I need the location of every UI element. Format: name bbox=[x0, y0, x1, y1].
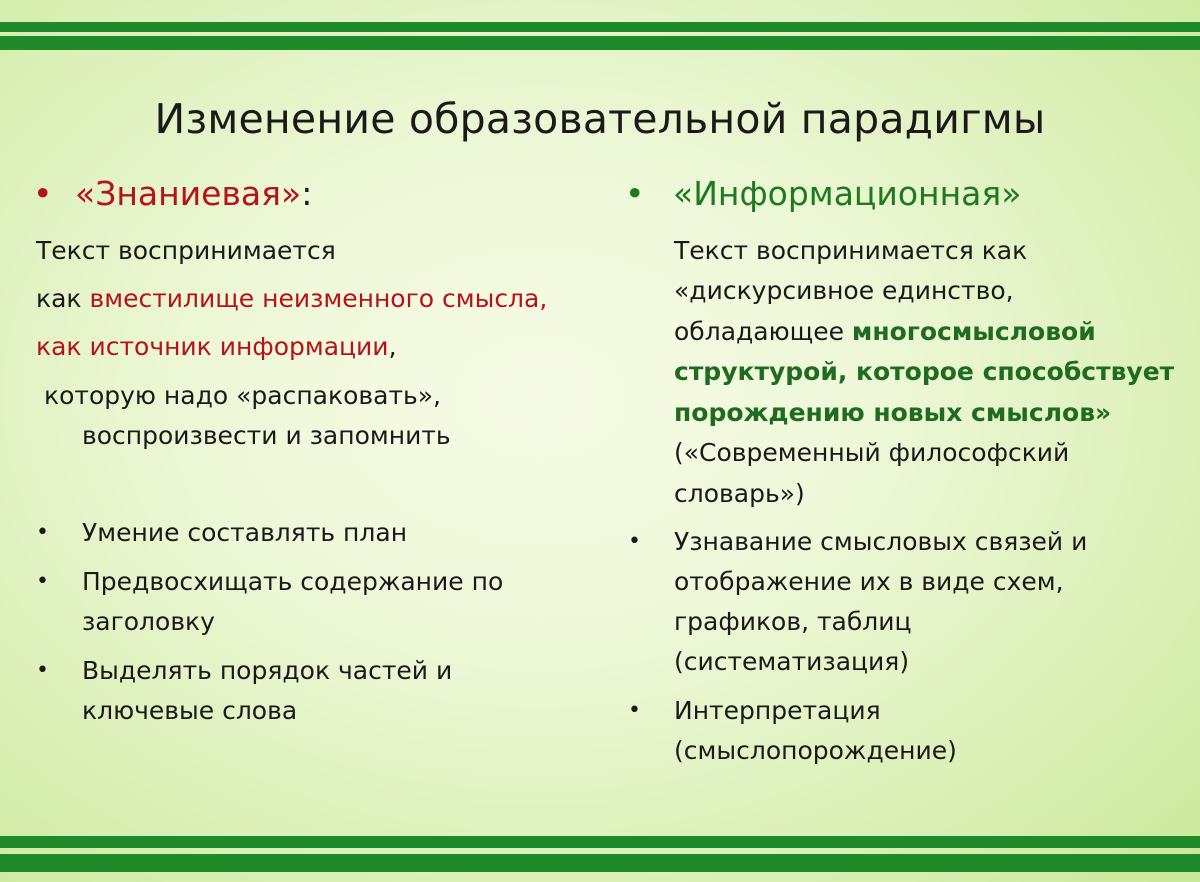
left-desc-line5: воспроизвести и запомнить bbox=[82, 421, 451, 450]
left-desc-line3-red: как источник информации bbox=[36, 332, 389, 361]
right-desc-line7: словарь») bbox=[674, 479, 805, 508]
left-bullet-2-line1: Предвосхищать содержание по bbox=[82, 567, 504, 596]
right-desc-line3 bbox=[674, 317, 1096, 347]
bullet-dot-icon: • bbox=[36, 569, 49, 594]
right-desc-line3-prefix: обладающее bbox=[674, 317, 852, 346]
right-desc-line6: («Современный философский bbox=[674, 438, 1070, 467]
right-bullet-1-line1: Узнавание смысловых связей и bbox=[674, 527, 1088, 556]
left-heading bbox=[33, 174, 312, 214]
right-heading bbox=[625, 174, 1021, 214]
bullet-dot-icon: • bbox=[36, 520, 49, 545]
left-desc-line2-red: вместилище неизменного смысла, bbox=[89, 284, 548, 313]
bullet-dot-icon: • bbox=[625, 174, 645, 213]
left-desc-line2 bbox=[36, 284, 547, 314]
bottom-band-thick bbox=[0, 854, 1200, 872]
top-band-thick bbox=[0, 36, 1200, 50]
left-bullet-2-line2: заголовку bbox=[82, 607, 215, 636]
left-desc-line3-suffix: , bbox=[388, 332, 397, 361]
left-desc-line1: Текст воспринимается bbox=[36, 236, 336, 265]
left-heading-colon: : bbox=[301, 174, 313, 213]
right-heading-text: «Информационная» bbox=[673, 174, 1022, 213]
left-desc-line3 bbox=[36, 332, 397, 362]
left-heading-text: «Знаниевая» bbox=[75, 174, 302, 213]
left-bullet-3-line1: Выделять порядок частей и bbox=[82, 656, 453, 685]
page-title: Изменение образовательной парадигмы bbox=[154, 95, 1046, 143]
right-desc-line3-bold: многосмысловой bbox=[851, 317, 1096, 346]
left-bullet-3-line2: ключевые слова bbox=[82, 696, 298, 725]
right-bullet-1-line3: графиков, таблиц bbox=[674, 607, 912, 636]
right-desc-line4: структурой, которое способствует bbox=[674, 357, 1175, 386]
bottom-band-thin bbox=[0, 836, 1200, 848]
left-desc-line4: которую надо «распаковать», bbox=[44, 381, 441, 410]
right-desc-line2: «дискурсивное единство, bbox=[674, 276, 1014, 305]
right-bullet-1-line4: (систематизация) bbox=[674, 647, 910, 676]
right-desc-line5: порождению новых смыслов» bbox=[674, 398, 1112, 427]
bullet-dot-icon: • bbox=[628, 529, 641, 554]
right-bullet-2-line2: (смыслопорождение) bbox=[674, 736, 957, 765]
top-band-thin bbox=[0, 22, 1200, 32]
bullet-dot-icon: • bbox=[628, 698, 641, 723]
bullet-dot-icon: • bbox=[33, 174, 53, 213]
right-bullet-2-line1: Интерпретация bbox=[674, 696, 881, 725]
left-desc-line2-prefix: как bbox=[36, 284, 90, 313]
right-desc-line1: Текст воспринимается как bbox=[674, 236, 1028, 265]
bullet-dot-icon: • bbox=[36, 658, 49, 683]
right-bullet-1-line2: отображение их в виде схем, bbox=[674, 567, 1064, 596]
left-bullet-1-line1: Умение составлять план bbox=[82, 518, 408, 547]
